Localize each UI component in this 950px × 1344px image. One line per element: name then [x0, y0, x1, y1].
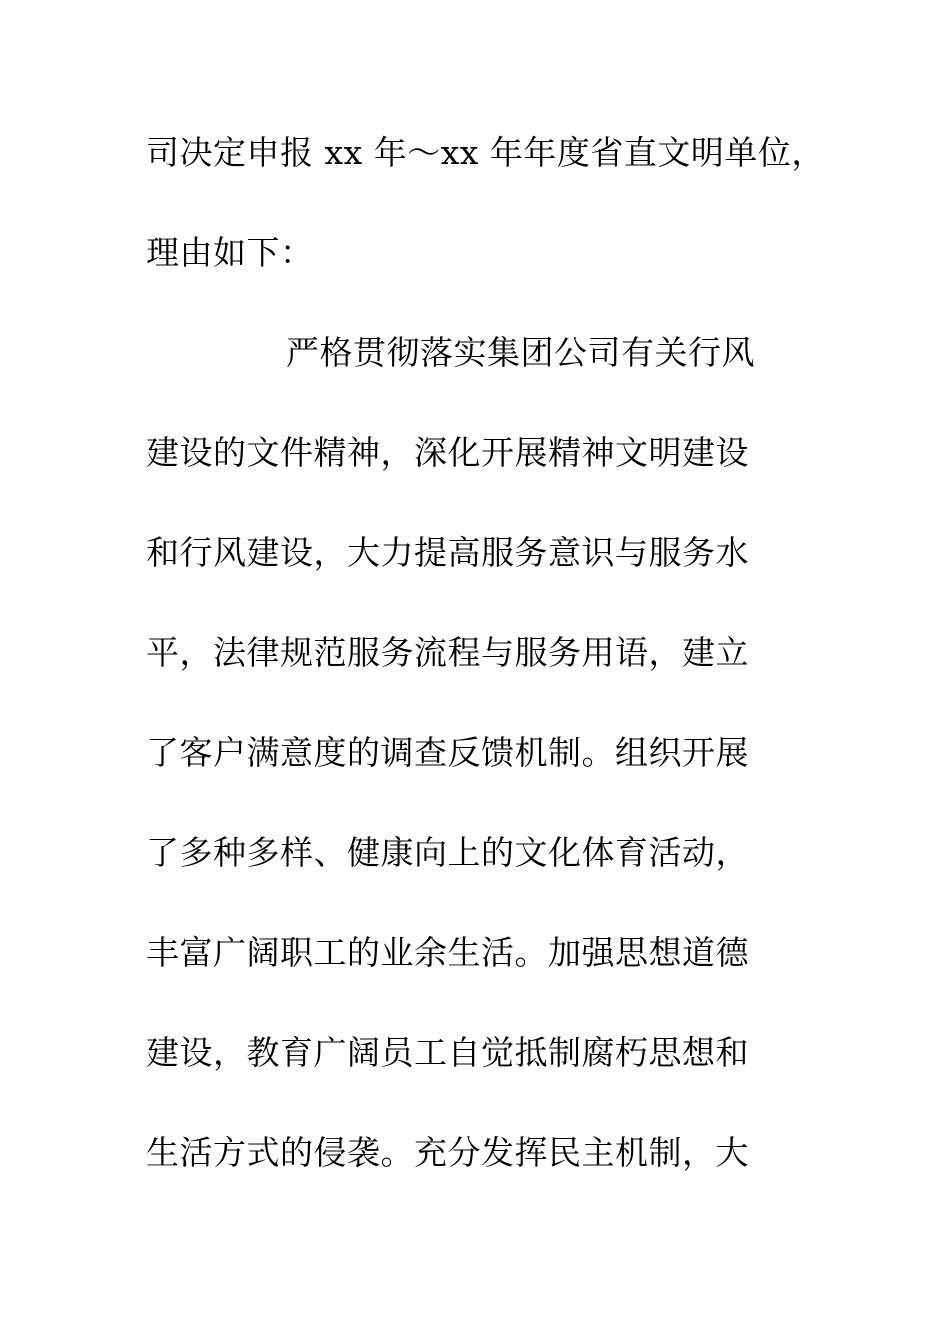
text-line-3-paragraph-start: 严格贯彻落实集团公司有关行风	[286, 333, 755, 372]
text-line-2: 理由如下：	[146, 233, 314, 272]
text-line-1: 司决定申报 xx 年～xx 年年度省直文明单位，	[146, 133, 825, 172]
text-line-8: 了多种多样、健康向上的文化体育活动，	[146, 833, 749, 872]
text-line-6: 平，法律规范服务流程与服务用语，建立	[146, 633, 749, 672]
text-line-10: 建设，教育广阔员工自觉抵制腐朽思想和	[146, 1033, 749, 1072]
text-line-5: 和行风建设，大力提高服务意识与服务水	[146, 533, 749, 572]
text-line-11: 生活方式的侵袭。充分发挥民主机制，大	[146, 1133, 749, 1172]
text-line-9: 丰富广阔职工的业余生活。加强思想道德	[146, 933, 749, 972]
text-line-7: 了客户满意度的调查反馈机制。组织开展	[146, 733, 749, 772]
text-line-4: 建设的文件精神，深化开展精神文明建设	[146, 433, 749, 472]
